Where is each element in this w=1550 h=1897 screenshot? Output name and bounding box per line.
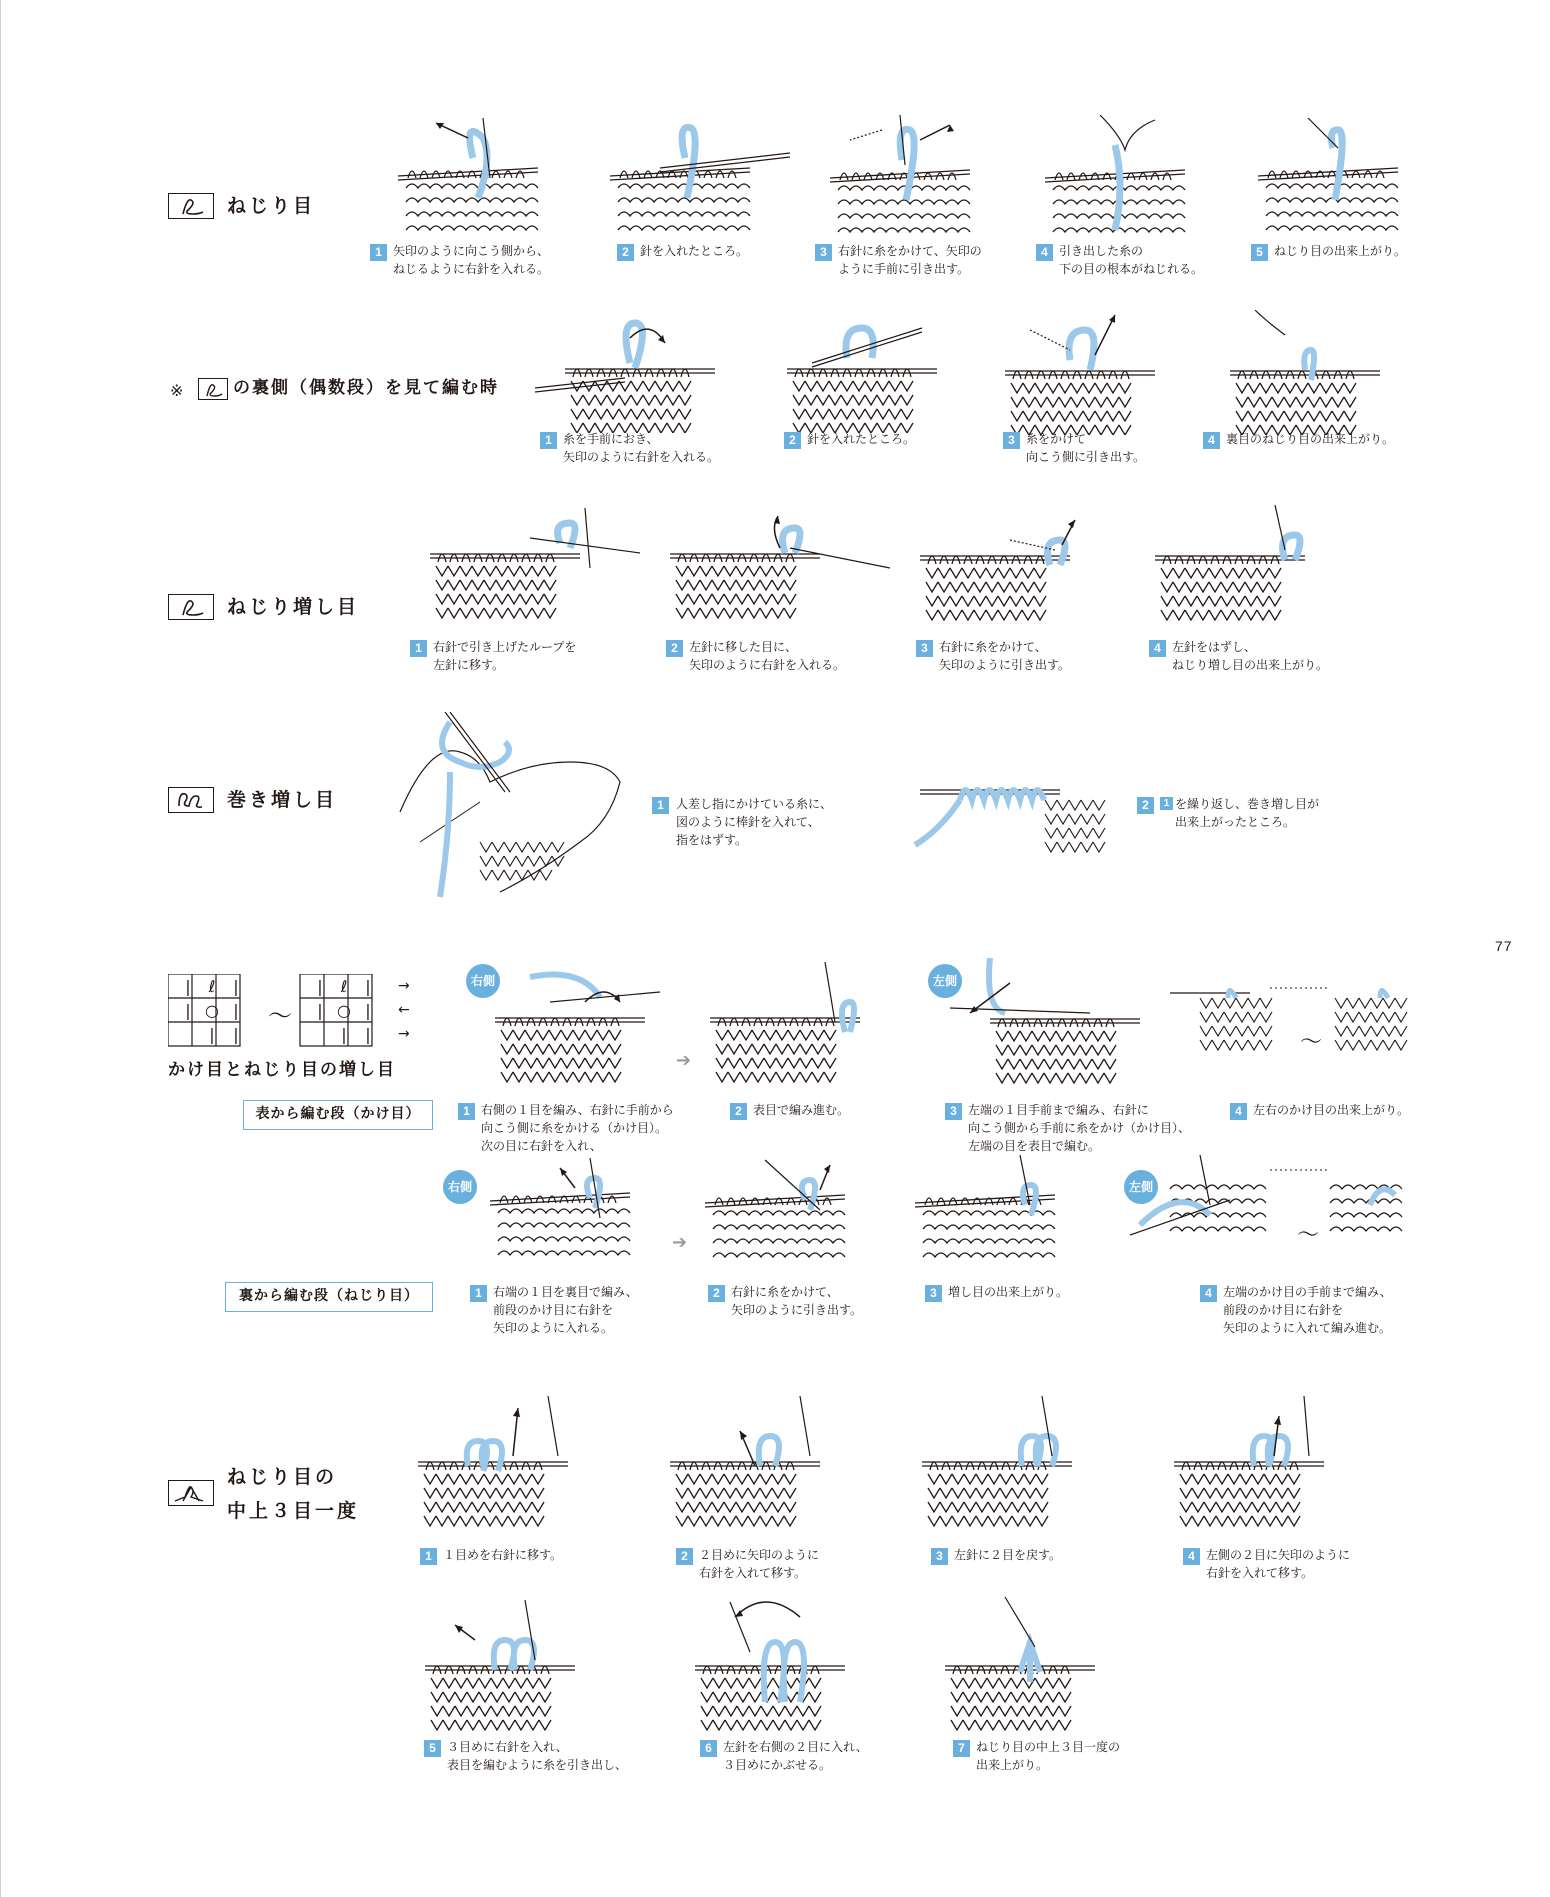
- step-number: 5: [1251, 244, 1268, 261]
- illustration-inc-3: [910, 505, 1140, 630]
- page-number: 77: [1495, 938, 1513, 954]
- step-caption: 左針に移した目に、 矢印のように右針を入れる。: [689, 640, 846, 672]
- chart-cell: |: [233, 977, 239, 996]
- row-direction-arrow: ←: [398, 1002, 410, 1018]
- row-label-wrong-side: 裏から編む段（ねじり目）: [225, 1282, 433, 1312]
- chart-cell: ℓ: [208, 977, 216, 996]
- illustration-twisted-1: [378, 118, 568, 238]
- illustration-twisted-5: [1238, 118, 1438, 238]
- step-caption: 右針に糸をかけて、 矢印のように引き出す。: [731, 1285, 863, 1317]
- backward-loop-symbol-icon: [168, 787, 214, 813]
- step-caption: 裏目のねじり目の出来上がり。: [1226, 432, 1395, 446]
- twisted-stitch-symbol-icon: [168, 193, 214, 219]
- step-number: 4: [1203, 432, 1220, 449]
- illustration-wrong-2: [772, 318, 952, 433]
- step-number: 1: [470, 1285, 487, 1302]
- step-caption: 左端の１目手前まで編み、右針に 向こう側から手前に糸をかけ（かけ目）、 左端の目を表目で編む。: [968, 1103, 1191, 1153]
- step-number: 4: [1200, 1285, 1217, 1302]
- step-number: 3: [931, 1548, 948, 1565]
- step-caption: ２目めに矢印のように 右針を入れて移す。: [699, 1548, 820, 1580]
- section-title-twisted-increase: ねじり増し目: [227, 596, 360, 618]
- chart-cell: |: [185, 1001, 191, 1020]
- chart-cell: |: [365, 977, 371, 996]
- illustration-cdd-4: [1164, 1396, 1374, 1536]
- step-number: 3: [916, 640, 933, 657]
- illustration-loop-result: [910, 770, 1110, 870]
- section-title-yo-twist: かけ目とねじり目の増し目: [168, 1060, 396, 1080]
- section-title-backward-loop: 巻き増し目: [227, 789, 338, 811]
- illustration-yo-a1: [490, 962, 680, 1092]
- step-number: 2: [1137, 797, 1154, 814]
- illustration-twisted-2: [590, 118, 790, 238]
- step-number: 2: [784, 432, 801, 449]
- step-number: 6: [700, 1740, 717, 1757]
- step-caption: 針を入れたところ。: [640, 244, 749, 258]
- step-ref-number: 1: [1160, 797, 1173, 810]
- next-arrow-icon: ➔: [676, 1050, 692, 1071]
- row-direction-arrow: →: [398, 978, 410, 994]
- tilde-mark: 〜: [1300, 1030, 1323, 1055]
- step-number: 2: [730, 1103, 747, 1120]
- illustration-cdd-3: [912, 1396, 1122, 1536]
- step-caption: 右側の１目を編み、右針に手前から 向こう側に糸をかける（かけ目）。 次の目に右針を入れ、: [481, 1103, 674, 1153]
- illustration-yo-b4: [1130, 1155, 1450, 1285]
- illustration-cdd-5: [415, 1600, 625, 1740]
- chart-cell: |: [317, 977, 323, 996]
- illustration-yo-b2: [705, 1150, 885, 1285]
- chart-cell: |: [365, 1001, 371, 1020]
- step-caption: 引き出した糸の 下の目の根本がねじれる。: [1059, 244, 1204, 276]
- illustration-cdd-2: [660, 1396, 870, 1536]
- step-caption: 左端のかけ目の手前まで編み、 前段のかけ目に右針を 矢印のように入れて編み進む。: [1223, 1285, 1392, 1335]
- step-number: 4: [1183, 1548, 1200, 1565]
- section-title-cdd-line2: 中上３目一度: [227, 1500, 360, 1522]
- illustration-cdd-7: [935, 1592, 1145, 1740]
- step-caption: 右針に糸をかけて、矢印の ように手前に引き出す。: [838, 244, 982, 276]
- step-number: 1: [652, 797, 669, 814]
- step-number: 4: [1036, 244, 1053, 261]
- illustration-yo-b3: [915, 1155, 1095, 1285]
- illustration-wrong-1: [535, 318, 735, 433]
- step-number: 4: [1149, 640, 1166, 657]
- step-caption: 左針に２目を戻す。: [954, 1548, 1062, 1562]
- chart-cell: |: [185, 977, 191, 996]
- next-arrow-icon: ➔: [672, 1232, 688, 1253]
- illustration-inc-2: [660, 508, 890, 628]
- step-number: 3: [1003, 432, 1020, 449]
- illustration-wrong-4: [1215, 310, 1395, 435]
- step-caption: 増し目の出来上がり。: [948, 1285, 1069, 1299]
- step-number: 1: [420, 1548, 437, 1565]
- illustration-wrong-3: [990, 310, 1170, 435]
- chart-cell: ○: [205, 1001, 219, 1020]
- chart-cell: |: [341, 1025, 347, 1044]
- illustration-inc-1: [410, 508, 640, 628]
- row-label-right-side: 表から編む段（かけ目）: [243, 1100, 433, 1130]
- twisted-stitch-small-symbol-icon: [198, 378, 228, 400]
- section-title-cdd-line1: ねじり目の: [227, 1466, 338, 1488]
- step-caption: 右端の１目を裏目で編み、 前段のかけ目に右針を 矢印のように入れる。: [493, 1285, 638, 1335]
- step-number: 2: [676, 1548, 693, 1565]
- illustration-cdd-1: [408, 1396, 618, 1536]
- step-caption: １目めを右針に移す。: [443, 1548, 563, 1562]
- chart-cell: |: [365, 1025, 371, 1044]
- illustration-twisted-3: [810, 115, 1010, 240]
- step-caption: 左右のかけ目の出来上がり。: [1253, 1103, 1410, 1117]
- badge-left-side: 左側: [1124, 1170, 1158, 1204]
- section-title-wrong-side: の裏側（偶数段）を見て編む時: [233, 378, 499, 398]
- step-number: 5: [424, 1740, 441, 1757]
- step-caption: 糸を手前におき、 矢印のように右針を入れる。: [563, 432, 720, 464]
- step-number: 2: [666, 640, 683, 657]
- step-number: 1: [540, 432, 557, 449]
- illustration-twisted-4: [1030, 115, 1220, 240]
- illustration-yo-a3: [950, 958, 1140, 1093]
- chart-tilde: 〜: [268, 1002, 292, 1030]
- twisted-increase-symbol-icon: [168, 594, 214, 620]
- section-title-twisted: ねじり目: [227, 195, 316, 217]
- step-caption: 人差し指にかけている糸に、 図のように棒針を入れて、 指をはずす。: [676, 797, 833, 847]
- step-number: 7: [953, 1740, 970, 1757]
- step-number: 1: [458, 1103, 475, 1120]
- step-caption: 左針をはずし、 ねじり増し目の出来上がり。: [1172, 640, 1329, 672]
- step-number: 1: [410, 640, 427, 657]
- page-edge-rule: [0, 0, 1, 1897]
- step-number: 3: [945, 1103, 962, 1120]
- illustration-loop-hands: [390, 712, 640, 902]
- step-caption: 針を入れたところ。: [807, 432, 916, 446]
- step-caption: 左針を右側の２目に入れ、 ３目めにかぶせる。: [723, 1740, 868, 1772]
- step-number: 3: [925, 1285, 942, 1302]
- illustration-inc-4: [1145, 505, 1365, 630]
- note-mark: ※: [170, 381, 184, 400]
- illustration-yo-b1: [490, 1158, 670, 1283]
- step-number: 3: [815, 244, 832, 261]
- step-caption: 表目で編み進む。: [753, 1103, 850, 1117]
- chart-cell: |: [317, 1001, 323, 1020]
- chart-cell: ℓ: [340, 977, 348, 996]
- step-number: 1: [370, 244, 387, 261]
- step-number: 2: [708, 1285, 725, 1302]
- chart-cell: |: [233, 1001, 239, 1020]
- step-caption: ３目めに右針を入れ、 表目を編むように糸を引き出し、: [447, 1740, 628, 1772]
- badge-right-side: 右側: [466, 964, 500, 998]
- chart-cell: |: [233, 1025, 239, 1044]
- chart-cell: |: [209, 1025, 215, 1044]
- step-caption: 右針で引き上げたループを 左針に移す。: [433, 640, 577, 672]
- step-caption: を繰り返し、巻き増し目が 出来上がったところ。: [1175, 797, 1320, 829]
- step-number: 2: [617, 244, 634, 261]
- illustration-yo-a2: [705, 962, 895, 1092]
- row-direction-arrow: →: [398, 1026, 410, 1042]
- badge-left-side: 左側: [928, 964, 962, 998]
- step-caption: 左側の２目に矢印のように 右針を入れて移す。: [1206, 1548, 1351, 1580]
- badge-right-side: 右側: [443, 1170, 477, 1204]
- illustration-cdd-6: [685, 1592, 895, 1740]
- step-caption: ねじり目の中上３目一度の 出来上がり。: [976, 1740, 1121, 1772]
- step-caption: 糸をかけて 向こう側に引き出す。: [1026, 432, 1146, 464]
- step-caption: 矢印のように向こう側から、 ねじるように右針を入れる。: [393, 244, 550, 276]
- tilde-mark: 〜: [1297, 1223, 1320, 1248]
- step-caption: ねじり目の出来上がり。: [1274, 244, 1407, 258]
- twisted-cdd-symbol-icon: [168, 1480, 214, 1506]
- chart-cell: ○: [337, 1001, 351, 1020]
- step-caption: 右針に糸をかけて、 矢印のように引き出す。: [939, 640, 1071, 672]
- step-number: 4: [1230, 1103, 1247, 1120]
